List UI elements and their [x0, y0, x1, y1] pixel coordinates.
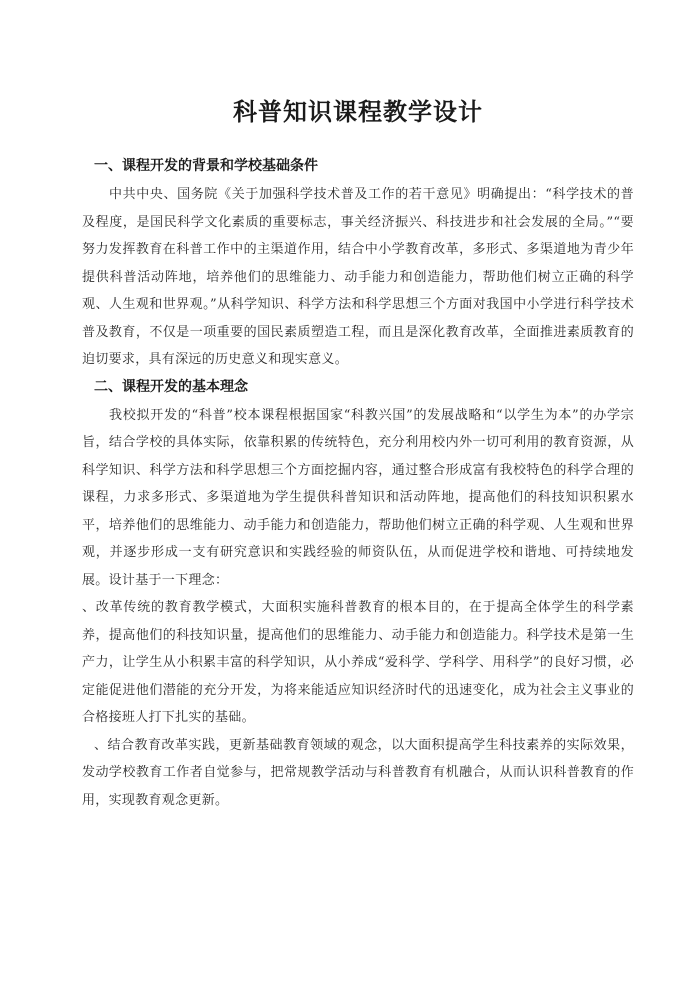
section-background: [82, 153, 634, 374]
paragraph: 我校拟开发的“科普”校本课程根据国家“科教兴国”的发展战略和“以学生为本”的办学宗旨，结合学校的具体实际，依靠积累的传统特色，充分利用校内外一切可利用的教育资源，从科学知识、科学方法和科学思想三个方面挖掘内容，通过整合形成富有我校特色的科学合理的课程，力求多形式、多渠道地为学生提供科普知识和活动阵地，提高他们的科技知识积累水平，培养他们的思维能力、动手能力和创造能力，帮助他们树立正确的科学观、人生观和世界观，并逐步形成一支有研究意识和实践经验的师资队伍，从而促进学校和谐地、可持续地发展。设计基于一下理念：: [82, 407, 634, 588]
list-item-paragraph: 、改革传统的教育教学模式，大面积实施科普教育的根本目的，在于提高全体学生的科学素养，提高他们的科技知识量，提高他们的思维能力、动手能力和创造能力。科学技术是第一生产力，让学生从小积累丰富的科学知识，从小养成“爱科学、学科学、用科学”的良好习惯，必定能促进他们潜能的充分开发，为将来能适应知识经济时代的迅速变化，成为社会主义事业的合格接班人打下扎实的基础。: [82, 600, 634, 725]
section-heading: 一、课程开发的背景和学校基础条件: [94, 158, 318, 174]
section-philosophy: [82, 374, 634, 815]
section-heading: 二、课程开发的基本理念: [94, 378, 248, 395]
document-title: 科普知识课程教学设计: [233, 98, 483, 126]
paragraph: 中共中央、国务院《关于加强科学技术普及工作的若干意见》明确提出：“科学技术的普及程度，是国民科学文化素质的重要标志，事关经济振兴、科技进步和社会发展的全局。”“要努力发挥教育在科普工作中的主渠道作用，结合中小学教育改革，多形式、多渠道地为青少年提供科普活动阵地，培养他们的思维能力、动手能力和创造能力，帮助他们树立正确的科学观、人生观和世界观。”从科学知识、科学方法和科学思想三个方面对我国中小学进行科学技术普及教育，不仅是一项重要的国民素质塑造工程，而且是深化教育改革，全面推进素质教育的迫切要求，具有深远的历史意义和现实意义。: [82, 187, 634, 367]
list-item-paragraph: 、结合教育改革实践，更新基础教育领域的观念，以大面积提高学生科技素养的实际效果，发动学校教育工作者自觉参与，把常规教学活动与科普教育有机融合，从而认识科普教育的作用，实现教育观念更新。: [82, 737, 634, 808]
